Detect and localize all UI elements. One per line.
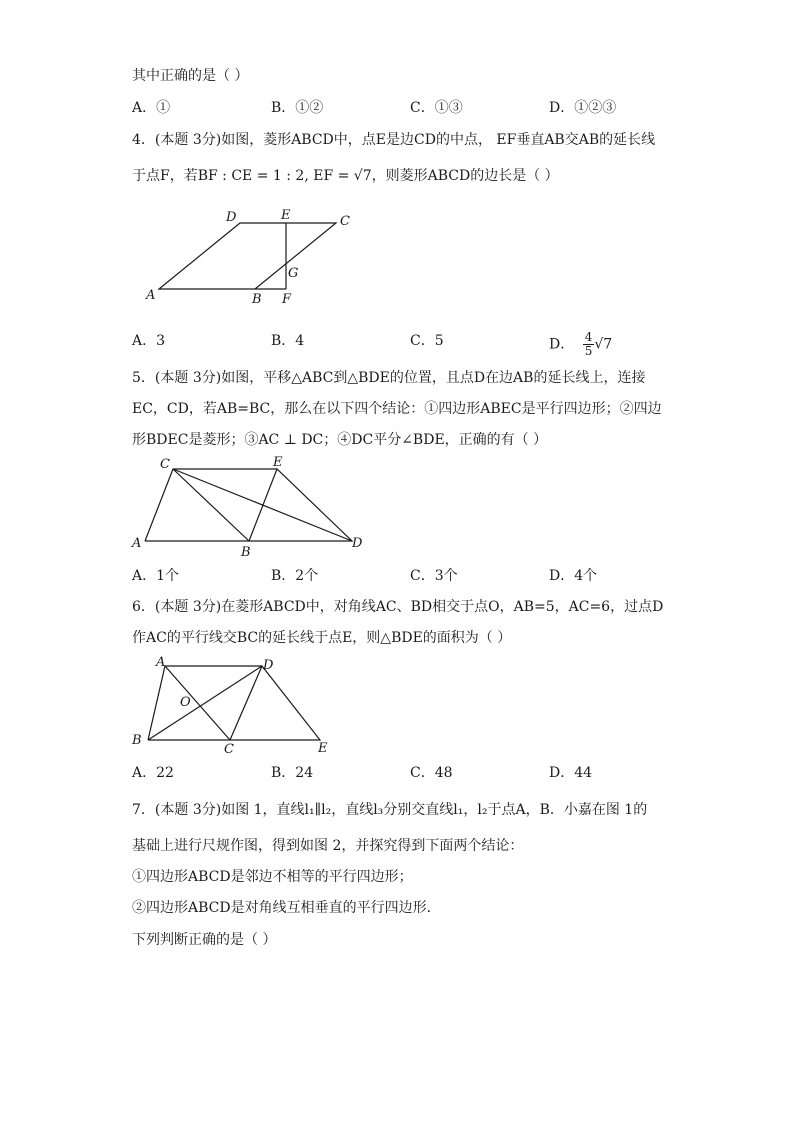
q3-option-d[interactable]: D．①②③ — [549, 100, 617, 116]
q4-option-d-letter: D． — [549, 336, 575, 353]
q6-option-a[interactable]: A．22 — [132, 765, 174, 781]
q5-option-c[interactable]: C．3个 — [410, 568, 458, 584]
label-a: A — [156, 655, 166, 670]
label-d: D — [226, 210, 237, 225]
q4-option-d[interactable] — [549, 331, 612, 358]
label-o: O — [180, 695, 191, 710]
q4-option-d-radical: √7 — [594, 336, 613, 353]
outline-acedba — [145, 469, 352, 541]
q4-rhombus-figure — [140, 205, 360, 310]
q5-option-d[interactable]: D．4个 — [549, 568, 598, 584]
label-e: E — [281, 208, 291, 223]
label-b: B — [241, 545, 251, 560]
q3-option-c[interactable]: C．①③ — [410, 100, 463, 116]
label-d: D — [263, 658, 274, 673]
label-a: A — [132, 536, 142, 551]
q4-option-b[interactable]: B．4 — [271, 333, 305, 349]
q6-stem-line1: 6．(本题 3分)在菱形ABCD中，对角线AC、BD相交于点O，AB=5，AC=6，过点D — [132, 599, 664, 615]
q6-option-c[interactable]: C．48 — [410, 765, 453, 781]
q5-stem-line1: 5．(本题 3分)如图，平移△ABC到△BDE的位置，且点D在边AB的延长线上，连接 — [132, 370, 646, 386]
q4-option-c[interactable]: C．5 — [410, 333, 444, 349]
outline-adebc — [148, 666, 320, 740]
q7-stem-line2: 基础上进行尺规作图，得到如图 2，并探究得到下面两个结论： — [132, 838, 524, 854]
q4-option-d-fraction — [583, 331, 595, 358]
q4-stem-line1: 4．(本题 3分)如图，菱形ABCD中，点E是边CD的中点， EF垂直AB交AB的延长线 — [132, 132, 656, 148]
segment-cb — [173, 469, 249, 541]
q6-option-d[interactable]: D．44 — [549, 765, 593, 781]
q3-option-b[interactable]: B．①② — [271, 100, 324, 116]
q7-stem-line1: 7．(本题 3分)如图 1，直线l₁∥l₂，直线l₃分别交直线l₁，l₂于点A，B．小嘉在图 1的 — [132, 802, 648, 818]
segment-ac — [165, 666, 230, 740]
segment-bd — [148, 666, 262, 740]
rhombus-abcd — [159, 223, 336, 289]
q6-rhombus-figure — [128, 652, 338, 762]
label-e: E — [318, 741, 328, 756]
label-c: C — [160, 457, 170, 472]
fraction-numerator: 4 — [584, 330, 593, 344]
label-b: B — [132, 733, 142, 748]
q7-conclusion-2: ②四边形ABCD是对角线互相垂直的平行四边形． — [132, 900, 441, 916]
label-f: F — [282, 292, 292, 307]
q7-question: 下列判断正确的是（ ） — [132, 932, 277, 948]
q3-option-a[interactable]: A．① — [132, 100, 171, 116]
q6-option-b[interactable]: B．24 — [271, 765, 314, 781]
label-d: D — [352, 536, 363, 551]
label-c: C — [340, 214, 350, 229]
q5-translation-figure — [128, 452, 368, 562]
q5-option-a[interactable]: A．1个 — [132, 568, 180, 584]
q3-stem-tail: 其中正确的是（ ） — [132, 68, 249, 84]
label-g: G — [288, 266, 299, 281]
q4-option-a[interactable]: A．3 — [132, 333, 166, 349]
q6-stem-line2: 作AC的平行线交BC的延长线于点E，则△BDE的面积为（ ） — [132, 630, 512, 646]
label-a: A — [146, 288, 156, 303]
q5-stem-line2: EC，CD，若AB=BC，那么在以下四个结论：①四边形ABEC是平行四边形；②四边 — [132, 401, 662, 417]
label-c: C — [224, 742, 234, 757]
q5-stem-line3: 形BDEC是菱形；③AC ⊥ DC；④DC平分∠BDE，正确的有（ ） — [132, 432, 548, 448]
label-e: E — [273, 455, 283, 470]
q4-stem-line2: 于点F，若BF : CE = 1 : 2, EF = √7，则菱形ABCD的边长是（ ） — [132, 168, 559, 184]
q5-option-b[interactable]: B．2个 — [271, 568, 319, 584]
fraction-denominator: 5 — [584, 344, 593, 358]
label-b: B — [252, 292, 262, 307]
segment-cd — [173, 469, 352, 541]
q7-conclusion-1: ①四边形ABCD是邻边不相等的平行四边形； — [132, 869, 413, 885]
